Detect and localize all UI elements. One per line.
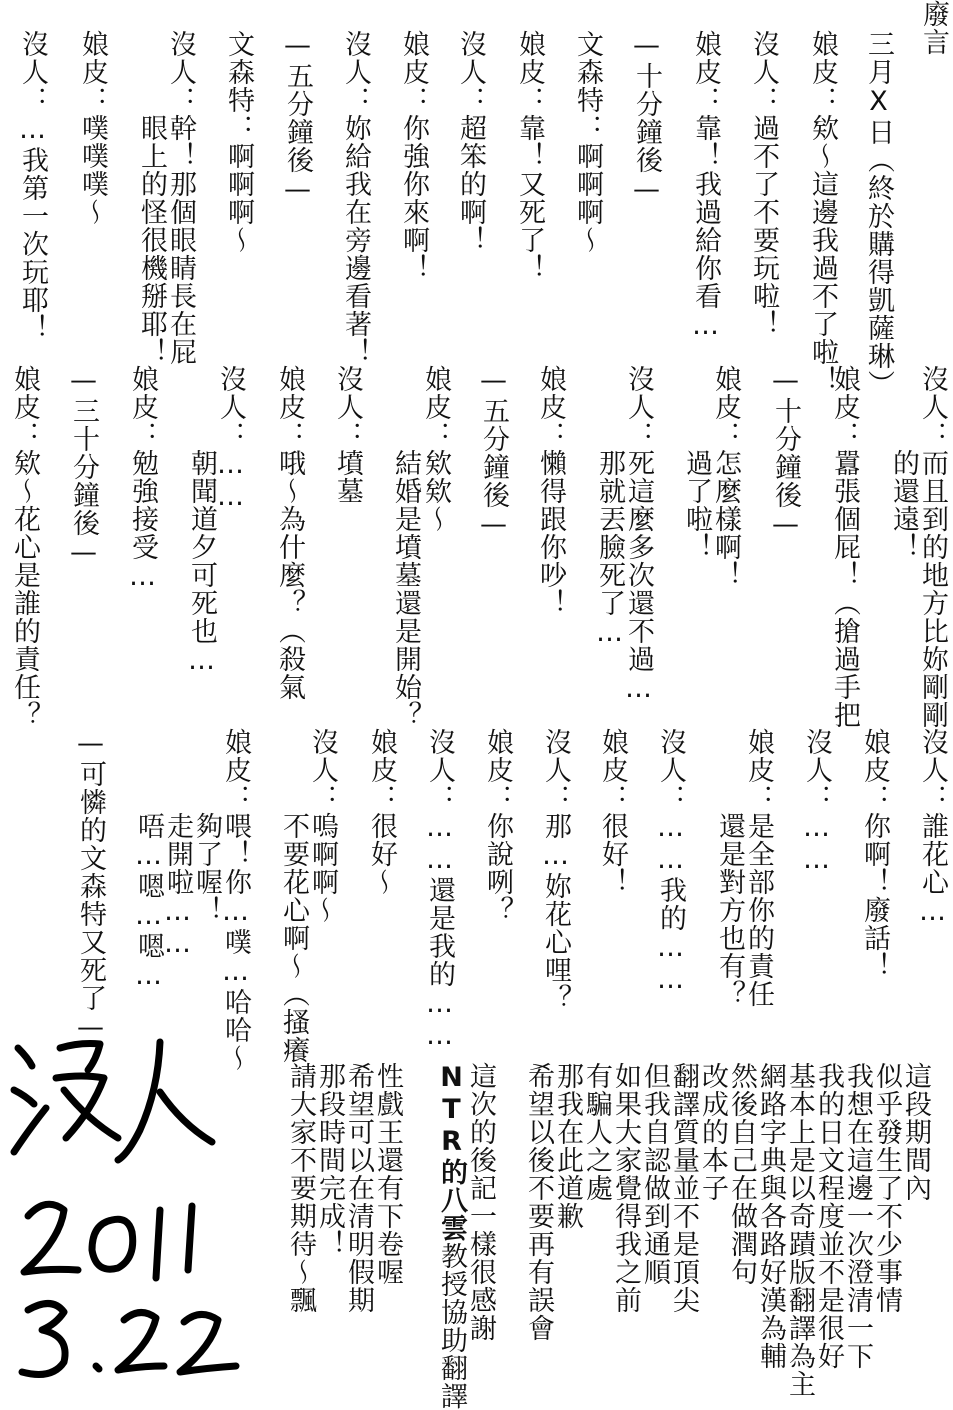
dialogue-line: 唔…嗯…嗯… [133,728,164,992]
dialogue-line: 娘皮：囂張個屁！（搶過手把 [829,365,860,729]
dialogue-line: 沒人：…我第一次玩耶！ [17,30,48,342]
note-line: 我的日文程度並不是很好 [813,1062,844,1370]
dialogue-line: 娘皮：是全部你的責任 [743,728,774,1008]
dialogue-line: 沒人：幹！那個眼睛長在屁 [165,30,196,366]
note-line: 如果大家覺得我之前 [610,1062,641,1314]
dialogue-line: 沒人：墳墓 [332,365,363,505]
dialogue-line: 娘皮：勉強接受… [127,365,158,593]
dialogue-line: 娘皮：哦〜為什麼？（殺氣 [274,365,305,701]
dialogue-line: 沒人：嗚啊啊〜 [307,728,338,924]
dialogue-line: 沒人：妳給我在旁邊看著！ [340,30,371,366]
dialogue-line: 三月X日（終於購得凱薩琳） [863,30,894,398]
dialogue-line: 娘皮：欸〜這邊我過不了啦！ [807,30,838,394]
scene-break: —五分鐘後— [478,365,509,541]
dialogue-line: 夠了喔！ [191,728,222,924]
dialogue-line: 娘皮：懶得跟你吵！ [535,365,566,617]
scene-break: —十分鐘後— [631,30,662,206]
note-line: 性戲王還有下卷喔 [372,1062,403,1286]
dialogue-line: 沒人：過不了不要玩啦！ [748,30,779,338]
note-line: 有騙人之處 [581,1062,612,1202]
dialogue-line: 沒人：誰花心… [917,728,948,928]
dialogue-line: 還是對方也有？ [714,728,745,1008]
dialogue-line: 文森特：啊啊啊〜 [572,30,603,254]
dialogue-line: 沒人：而且到的地方比妳剛剛 [917,365,948,729]
note-line: 希望可以在清明假期 [343,1062,374,1314]
note-line: 基本上是以奇蹟版翻譯為主 [784,1062,815,1398]
credit-text: 教授協助翻譯 [436,1242,467,1410]
note-line: 似乎發生了不少事情 [871,1062,902,1314]
dialogue-line: 娘皮：你強你來啊！ [398,30,429,282]
scene-break: —三十分鐘後— [68,365,99,569]
scene-break: —十分鐘後— [770,365,801,541]
dialogue-line: 沒人：…… [801,728,832,876]
note-line: 這段期間內 [900,1062,931,1202]
dialogue-line: 娘皮：怎麼樣啊！ [710,365,741,589]
dialogue-line: 文森特：啊啊啊〜 [223,30,254,254]
dialogue-line: 沒人：…… [215,365,246,513]
dialogue-line: 娘皮：欸欸〜 [420,365,451,533]
note-line: 那我在此道歉 [552,1062,583,1230]
dialogue-line: 走開啦…… [162,728,193,960]
credit-line: 這次的後記一樣很感謝 [465,1062,496,1342]
dialogue-line: 不要花心啊〜（搔癢 [278,728,309,1064]
dialogue-line: 娘皮：靠！又死了！ [514,30,545,282]
dialogue-line: 沒人：死這麼多次還不過… [623,365,654,705]
scene-break: —五分鐘後— [282,30,313,206]
dialogue-line: 結婚是墳墓還是開始？ [390,365,421,729]
note-line: 改成的本子 [697,1062,728,1202]
dialogue-line: 的還遠！ [888,365,919,561]
dialogue-line: 娘皮：喂！你…噗…哈哈〜 [220,728,251,1072]
translator-name: NTR的八雲 [436,1062,467,1242]
note-line: 翻譯質量並不是頂尖 [668,1062,699,1314]
note-line: 希望以後不要再有誤會 [523,1062,554,1342]
dialogue-line: 娘皮：欸〜花心是誰的責任？ [9,365,40,729]
dialogue-line: 朝聞道夕可死也… [186,365,217,677]
dialogue-line: 娘皮：很好！ [597,728,628,896]
credit-line [436,1062,466,1410]
dialogue-line: 過了啦！ [681,365,712,561]
dialogue-line: 沒人：超笨的啊！ [455,30,486,254]
dialogue-line: 眼上的怪很機掰耶！ [136,30,167,366]
dialogue-line: 沒人：那…妳花心哩？ [540,728,571,1012]
note-line: 我想在這邊一次澄清一下 [842,1062,873,1370]
page-title: 廢言 [918,0,949,56]
dialogue-line: 娘皮：你說咧？ [482,728,513,924]
dialogue-line: 沒人：……我的…… [655,728,686,996]
note-line: 那段時間完成！ [314,1062,345,1258]
dialogue-line: 娘皮：很好〜 [366,728,397,896]
dialogue-line: 娘皮：噗噗噗〜 [77,30,108,226]
note-line: 但我自認做到通順 [639,1062,670,1286]
dialogue-line: 娘皮：靠！我過給你看… [690,30,721,342]
dialogue-line: 沒人：……還是我的…… [424,728,455,1052]
dialogue-line: 那就丟臉死了… [594,365,625,649]
scene-break: —可憐的文森特又死了— [75,728,106,1044]
handwritten-signature [0,1020,290,1400]
note-line: 網路字典與各路好漢為輔 [755,1062,786,1370]
note-line: 然後自己在做潤句 [726,1062,757,1286]
note-line: 請大家不要期待〜飄 [285,1062,316,1314]
dialogue-line: 娘皮：你啊！廢話！ [859,728,890,980]
